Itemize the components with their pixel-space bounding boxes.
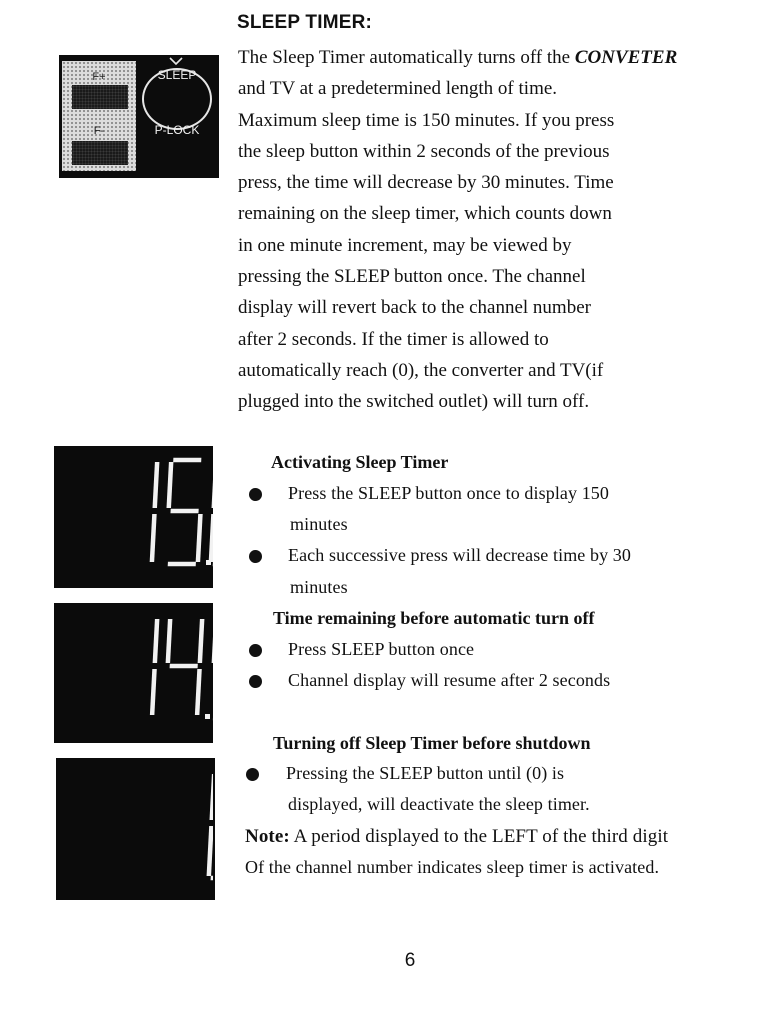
led-digits-150 <box>54 446 213 588</box>
page-number: 6 <box>404 950 416 971</box>
turning-off-bullet-1-cont: displayed, will deactivate the sleep timer. <box>288 794 590 814</box>
intro-line: press, the time will decrease by 30 minutes. Time <box>238 172 614 194</box>
page-heading: SLEEP TIMER: <box>237 12 373 33</box>
activating-bullet-1-cont: minutes <box>290 514 348 534</box>
bullet-icon <box>249 644 262 657</box>
chevron-down-icon <box>167 56 185 66</box>
activating-bullet-2-cont: minutes <box>290 577 348 597</box>
remote-button-panel <box>62 61 136 171</box>
plock-label: P-LOCK <box>154 123 200 137</box>
note-line-1 <box>245 826 668 848</box>
bullet-icon <box>249 675 262 688</box>
sleep-button-label: SLEEP <box>157 68 197 82</box>
bullet-icon <box>249 488 262 501</box>
turning-off-bullet-1: Pressing the SLEEP button until (0) is <box>286 763 565 783</box>
intro-line: after 2 seconds. If the timer is allowed to <box>238 328 549 350</box>
note-label: Note: <box>245 826 290 847</box>
intro-line: automatically reach (0), the converter and TV(if <box>238 359 604 381</box>
activating-bullet-1: Press the SLEEP button once to display 150 <box>288 483 610 503</box>
bullet-icon <box>246 768 259 781</box>
turning-off-title: Turning off Sleep Timer before shutdown <box>273 733 591 753</box>
brand-name: CONVETER <box>574 47 678 68</box>
intro-line: Maximum sleep time is 150 minutes. If you press <box>238 109 615 131</box>
led-display-150 <box>54 446 213 588</box>
intro-line: display will revert back to the channel number <box>238 297 591 319</box>
intro-line-1-text: The Sleep Timer automatically turns off the <box>238 47 575 68</box>
f-plus-key <box>72 85 128 109</box>
remaining-title: Time remaining before automatic turn off <box>273 608 595 628</box>
intro-line: plugged into the switched outlet) will turn off. <box>238 391 590 413</box>
intro-line: pressing the SLEEP button once. The channel <box>238 266 586 288</box>
f-minus-label: F- <box>93 125 105 137</box>
bullet-icon <box>249 550 262 563</box>
remaining-bullet-2: Channel display will resume after 2 seconds <box>288 670 611 690</box>
led-digits-149 <box>54 603 213 743</box>
remote-control-illustration <box>59 55 219 178</box>
activating-bullet-2: Each successive press will decrease time by 30 <box>288 545 631 565</box>
led-digits-0 <box>56 758 213 900</box>
activating-title: Activating Sleep Timer <box>271 452 449 472</box>
intro-line: in one minute increment, may be viewed by <box>238 234 572 256</box>
intro-paragraph <box>238 42 758 418</box>
f-minus-key <box>72 141 128 165</box>
intro-line: remaining on the sleep timer, which counts down <box>238 203 612 225</box>
note-text-1: A period displayed to the LEFT of the third digit <box>293 826 669 847</box>
intro-line: the sleep button within 2 seconds of the previous <box>238 140 610 162</box>
f-plus-label: F+ <box>92 71 106 83</box>
intro-line: and TV at a predetermined length of time. <box>238 78 558 100</box>
note-line-2: Of the channel number indicates sleep timer is activated. <box>245 857 660 877</box>
led-display-0 <box>56 758 215 900</box>
intro-line-1 <box>238 42 758 73</box>
remaining-bullet-1: Press SLEEP button once <box>288 639 475 659</box>
led-display-149 <box>54 603 213 743</box>
